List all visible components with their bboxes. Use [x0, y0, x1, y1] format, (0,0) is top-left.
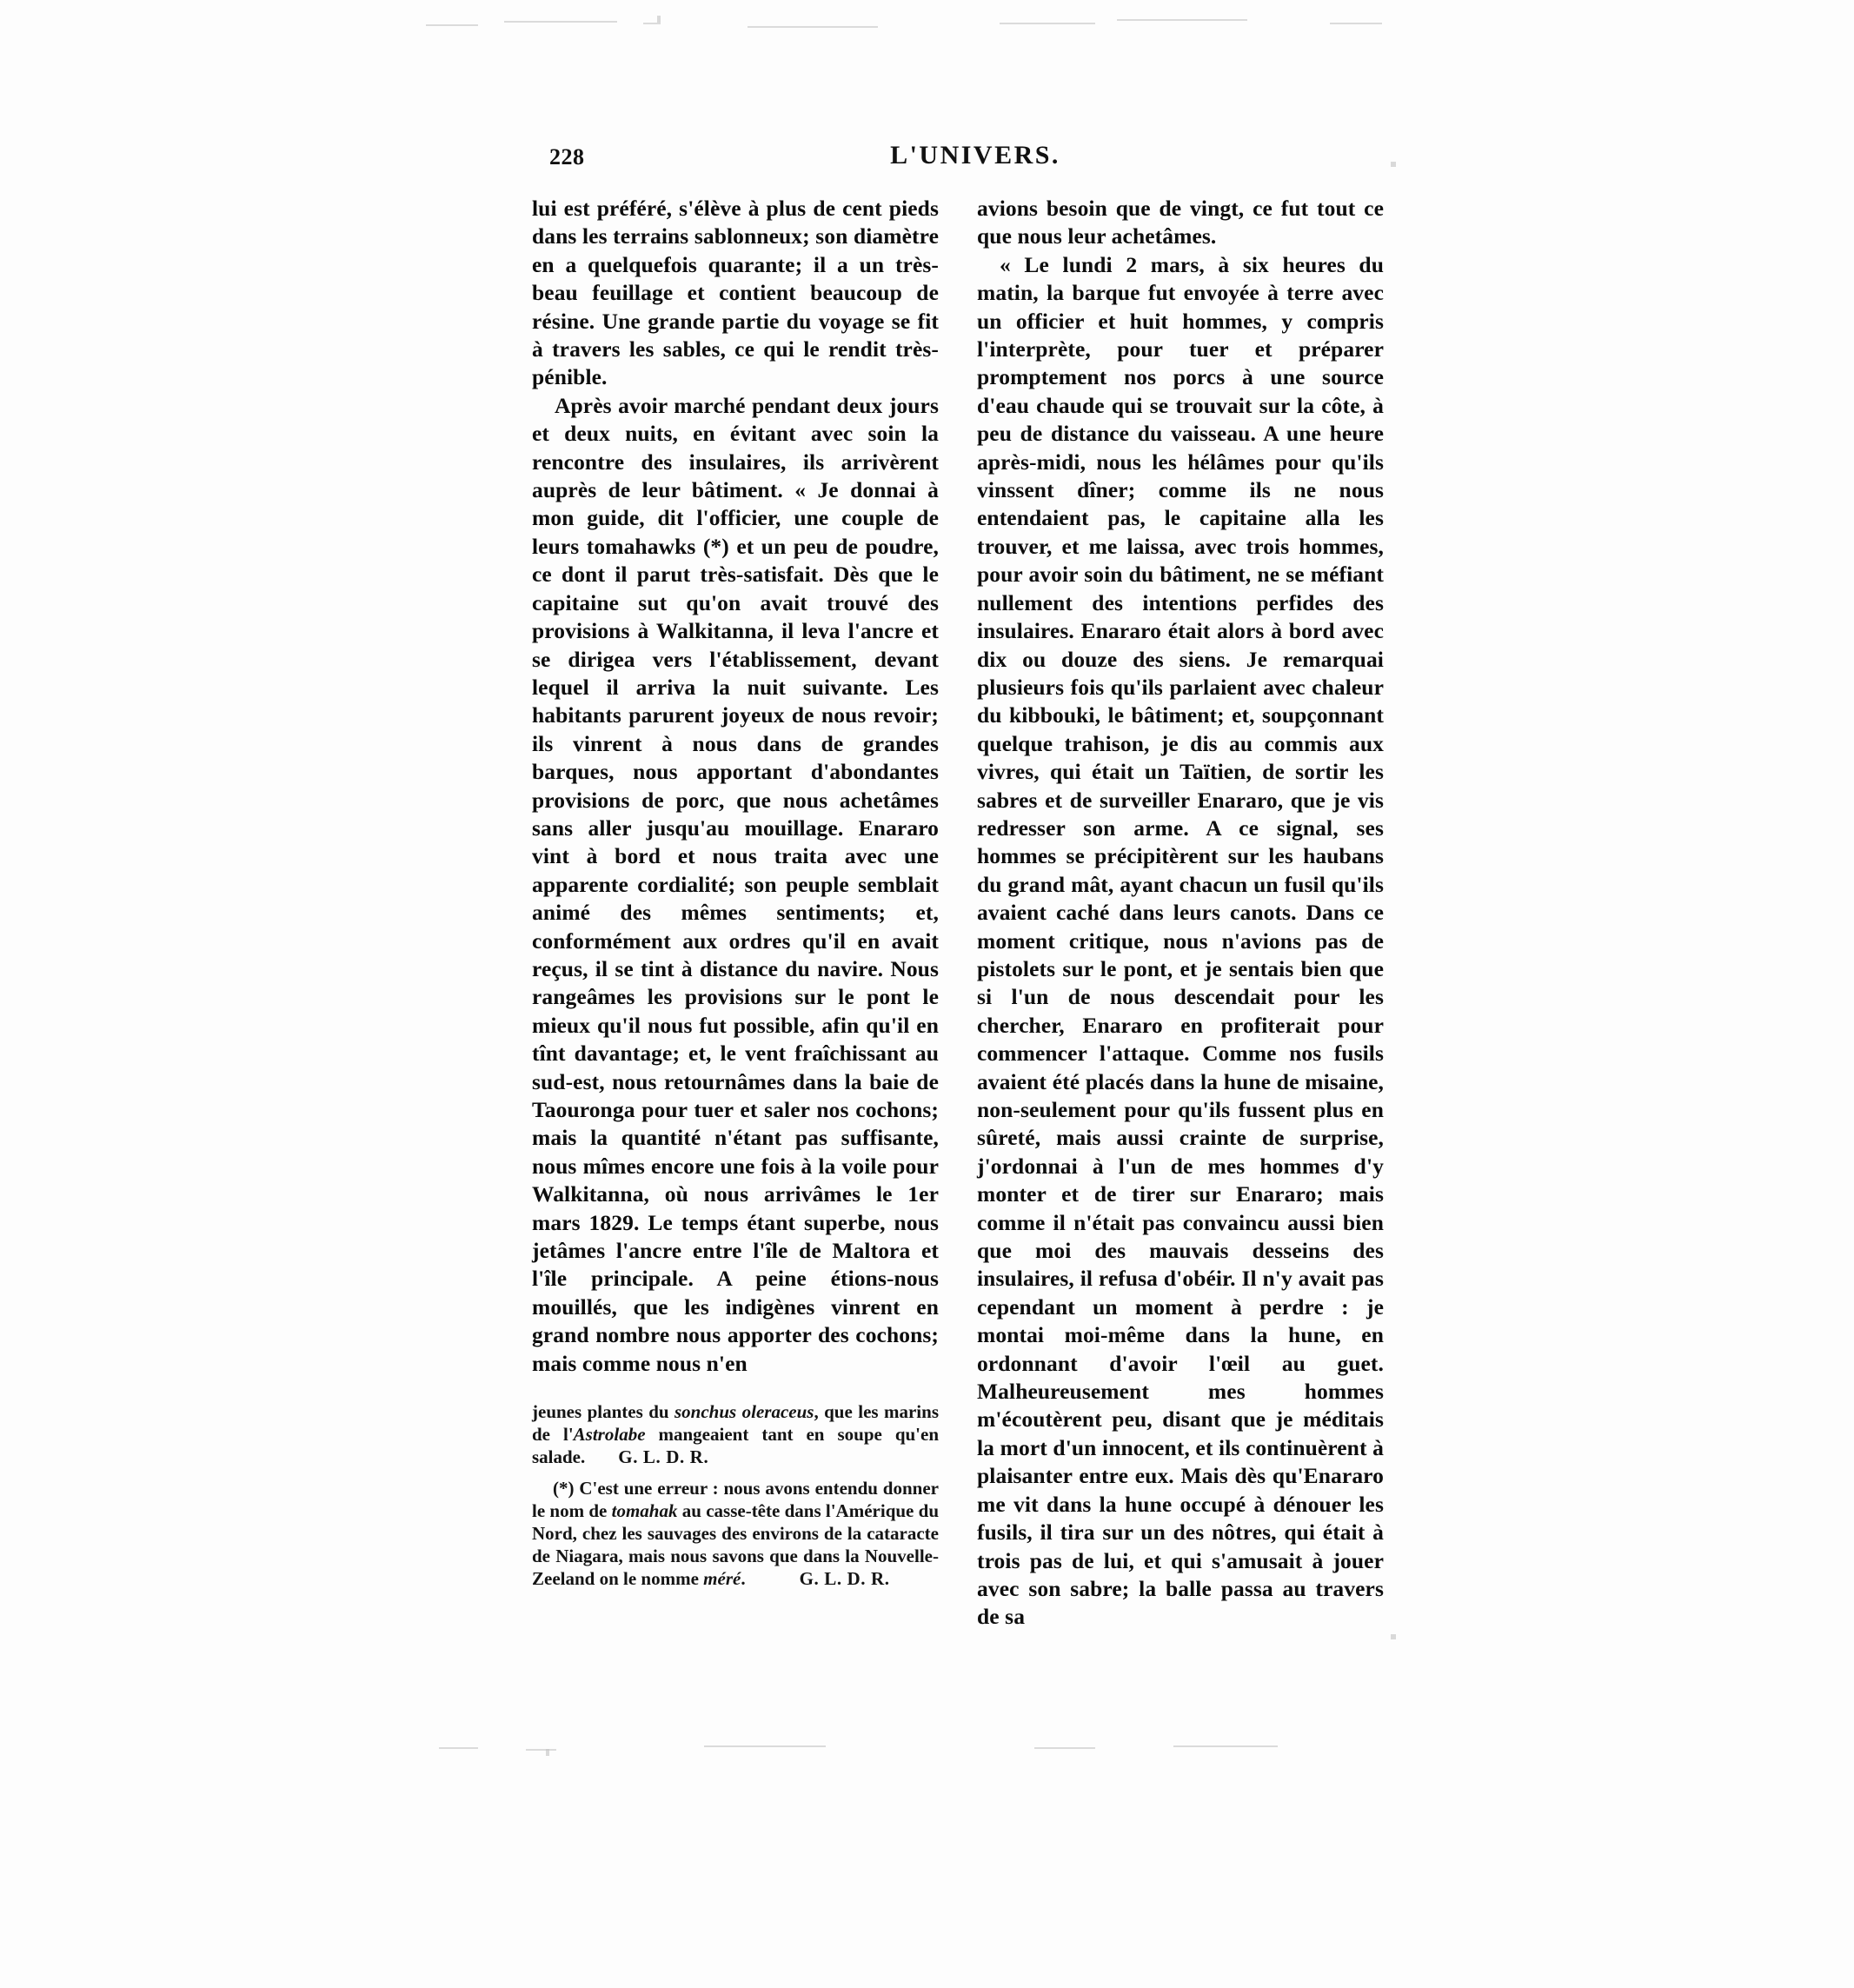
paragraph: avions besoin que de vingt, ce fut tout ce que nous leur achetâmes. — [977, 196, 1384, 249]
page-content — [532, 139, 1419, 1632]
page-number: 228 — [549, 144, 585, 170]
scan-edge-mark — [748, 26, 878, 28]
footnote-asterisk — [532, 1477, 939, 1590]
column-right — [977, 195, 1384, 1632]
page-header — [532, 139, 1419, 181]
paragraph: Après avoir marché pendant deux jours et deux nuits, en évitant avec soin la rencontre des insulaires, ils arrivèrent auprès de leur bâtiment. « Je donnai à mon guide, dit l'officier, une couple de leurs tomahawks (*) et un peu de poudre, ce dont il parut très-satisfait. Dès que le capitaine sut qu'on avait trouvé des provisions à Walkitanna, il leva l'ancre et se dirigea vers l'établissement, devant lequel il arriva la nuit suivante. Les habitants parurent joyeux de nous revoir; ils vinrent à nous dans de grandes barques, nous apportant d'abondantes provisions de porc, que nous achetâmes sans aller jusqu'au mouillage. Enararo vint à bord et nous traita avec une apparente cordialité; son peuple semblait animé des mêmes sentiments; et, conformément aux ordres qu'il en avait reçus, il se tint à distance du navire. Nous rangeâmes les provisions sur le pont le mieux qu'il nous fut possible, afin qu'il en tînt davantage; et, le vent fraîchissant au sud-est, nous retournâmes dans la baie de Taouronga pour tuer et saler nos cochons; mais la quantité n'étant pas suffisante, nous mîmes encore une fois à la voile pour Walkitanna, où nous arrivâmes le 1er mars 1829. Le temps étant superbe, nous jetâmes l'ancre entre l'île de Maltora et l'île principale. A peine étions-nous mouillés, que les indigènes vinrent en grand nombre nous apporter des cochons; mais comme nous n'en — [532, 392, 939, 1376]
running-head: L'UNIVERS. — [890, 141, 1060, 170]
footnote-text: au casse-tête dans l'Amérique du Nord, chez les sauvages des environs de la cataracte de Niagara, mais nous savons que dans la Nouvelle-Zeeland on le nomme — [532, 1500, 939, 1590]
scan-edge-mark — [1330, 23, 1382, 24]
scan-edge-mark — [1391, 1634, 1396, 1639]
paragraph: « Le lundi 2 mars, à six heures du matin, la barque fut envoyée à terre avec un officier et huit hommes, y compris l'interprète, pour tuer et préparer promptement nos porcs à une source d'eau chaude qui se trouvait sur la côte, à peu de distance du vaisseau. A une heure après-midi, nous les hélâmes pour qu'ils vinssent dîner; comme ils ne nous entendaient pas, le capitaine alla les trouver, et me laissa, avec trois hommes, pour avoir soin du bâtiment, ne se méfiant nullement des intentions perfides des insulaires. Enararo était alors à bord avec dix ou douze des siens. Je remarquai plusieurs fois qu'ils parlaient avec chaleur du kibbouki, le bâtiment; et, soupçonnant quelque trahison, je dis au commis aux vivres, qui était un Taïtien, de sortir les sabres et de surveiller Enararo, que je vis redresser son arme. A ce signal, ses hommes se précipitèrent sur les haubans du grand mât, ayant chacun un fusil qu'ils avaient caché dans leurs canots. Dans ce moment critique, nous n'avions pas de pistolets sur le pont, et je sentais bien que si l'un de nous descendait pour les chercher, Enararo en profiterait pour commencer l'attaque. Comme nos fusils avaient été placés dans la hune de misaine, non-seulement pour qu'ils fussent plus en sûreté, mais aussi crainte de surprise, j'ordonnai à l'un de mes hommes d'y monter et de tirer sur Enararo; mais comme il n'était pas convaincu aussi bien que moi des mauvais desseins des insulaires, il refusa d'obéir. Il n'y avait pas cependant un moment à perdre : je montai moi-même dans la hune, en ordonnant d'avoir l'œil au guet. Malheureusement mes hommes m'écoutèrent peu, disant que je méditais la mort d'un innocent, et ils continuèrent à plaisanter entre eux. Mais dès qu'Enararo me vit dans la hune occupé à dénouer les fusils, il tira sur un des nôtres, qui était à trois pas de lui, et qui s'amusait à jouer avec son sabre; la balle passa au travers de sa — [977, 251, 1384, 1630]
scan-edge-mark — [1000, 23, 1095, 24]
scan-edge-mark — [1034, 1747, 1095, 1749]
scan-edge-mark — [704, 1745, 826, 1747]
footnote-text: . — [741, 1568, 746, 1590]
scan-edge-mark — [657, 16, 661, 23]
scan-edge-mark — [1173, 1745, 1278, 1747]
footnote-text: , que les marins de l' — [532, 1401, 939, 1446]
footnote-italic-term: tomahak — [611, 1500, 678, 1522]
scan-edge-mark — [504, 21, 617, 23]
footnote-italic-term: Astrolabe — [573, 1424, 646, 1446]
left-column-text — [532, 195, 939, 1378]
scan-edge-mark — [1117, 19, 1247, 21]
footnote-block — [532, 1400, 939, 1590]
footnote-text: jeunes plantes du — [532, 1401, 674, 1423]
footnote-text: (*) C'est une erreur : nous avons entendu donner le nom de — [532, 1478, 939, 1522]
footnote-italic-term: sonchus oleraceus — [674, 1401, 814, 1423]
two-column-body — [532, 195, 1419, 1632]
footnote-italic-term: méré — [703, 1568, 741, 1590]
scan-edge-mark — [546, 1749, 549, 1756]
right-column-text — [977, 195, 1384, 1632]
scan-edge-mark — [526, 1749, 556, 1751]
scan-edge-mark — [643, 23, 661, 24]
paragraph: lui est préféré, s'élève à plus de cent pieds dans les terrains sablonneux; son diamètre en a quelquefois quarante; il a un très-beau feuillage et contient beaucoup de résine. Une grande partie du voyage se fit à travers les sables, ce qui le rendit très-pénible. — [532, 196, 939, 390]
scan-edge-mark — [439, 1747, 478, 1749]
footnote-signature: G. L. D. R. — [618, 1446, 709, 1468]
footnote-signature: G. L. D. R. — [799, 1568, 890, 1590]
column-left — [532, 195, 939, 1590]
scan-edge-mark — [426, 24, 478, 26]
footnote-text: mangeaient tant en soupe qu'en salade. — [532, 1424, 940, 1468]
footnote-continuation — [532, 1400, 939, 1468]
